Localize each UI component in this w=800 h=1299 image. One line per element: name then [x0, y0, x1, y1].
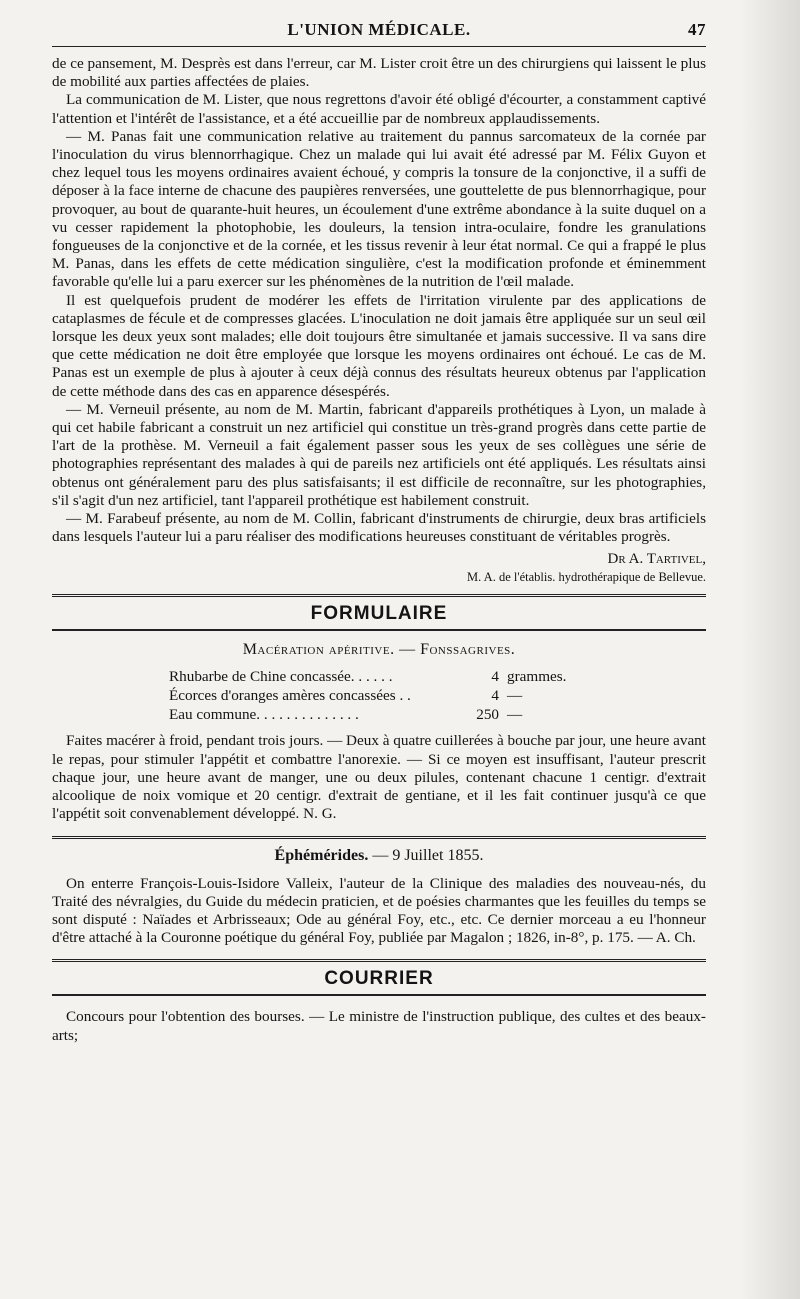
ingredient-qty: 250 [476, 706, 499, 724]
recipe-row [169, 705, 589, 724]
article-paragraph: La communication de M. Lister, que nous regrettons d'avoir été obligé d'écourter, a constamment captivé l'attention et l'intérêt de l'assistance, et a été accueillie par de nombreux applaudissements. [52, 91, 706, 127]
recipe-table [169, 667, 589, 724]
ingredient-name: Rhubarbe de Chine concassée. . . . . . [169, 668, 393, 686]
recipe-instructions: Faites macérer à froid, pendant trois jours. — Deux à quatre cuillerées à bouche par jour, une heure avant le repas, pour stimuler l'appétit et combattre l'anorexie. — Si ce moyen est insuffisant, l'auteur prescrit chaque jour, une heure avant de manger, une ou deux pilules, contenant chacune 1 centigr. d'extrait alcoolique de noix vomique et 20 centigr. d'extrait de gentiane, et il les fait continuer jusqu'à ce que l'appétit soit convenablement développé. N. G. [52, 732, 706, 823]
journal-title: L'UNION MÉDICALE. [287, 20, 471, 39]
recipe-row [169, 686, 589, 705]
ephemerides-text: On enterre François-Louis-Isidore Valleix, l'auteur de la Clinique des maladies des nouveau-nés, du Traité des névralgies, du Guide du médecin praticien, et de poésies charmantes que les feuilles du temps se sont disputé : Naïades et Arbrisseaux; Ode au général Foy, etc., etc. Ce dernier morceau a eu l'honneur d'être attaché à la Couronne poétique du général Foy, publiée par Magalon ; 1826, in-8°, p. 175. — A. Ch. [52, 874, 706, 947]
ephemerides-heading [52, 847, 706, 865]
article-paragraph: — M. Verneuil présente, au nom de M. Martin, fabricant d'appareils prothétiques à Lyon, un malade à qui cet habile fabricant a construit un nez artificiel qui constitue un très-grand progrès dans cette partie de l'art de la prothèse. M. Verneuil a fait également passer sous les yeux de ses collègues une série de photographies représentant des malades à qui de pareils nez artificiels ont été appliqués. Les résultats ainsi obtenus ont généralement paru des plus satisfaisants; il est difficile de reconnaître, sur les photographies, s'il s'agit d'un nez artificiel, tant l'appareil prothétique est habilement construit. [52, 400, 706, 509]
running-head [52, 14, 706, 42]
article-paragraph: — M. Farabeuf présente, au nom de M. Collin, fabricant d'instruments de chirurgie, deux bras artificiels dans lesquels l'auteur lui a paru réaliser des modifications heureuses constituant de véritables progrès. [52, 510, 706, 546]
courrier-text: Concours pour l'obtention des bourses. — Le ministre de l'instruction publique, des cultes et des beaux-arts; [52, 1008, 706, 1044]
author-title: M. A. de l'établis. hydrothérapique de Bellevue. [467, 570, 706, 585]
article-body [52, 55, 706, 546]
ingredient-unit: grammes. [507, 668, 567, 686]
article-paragraph: de ce pansement, M. Desprès est dans l'erreur, car M. Lister croit être un des chirurgiens qui laissent le plus de mobilité aux parties affectées de plaies. [52, 55, 706, 91]
ephemerides-date: — 9 Juillet 1855. [372, 846, 484, 864]
page-number: 47 [688, 20, 706, 39]
section-rule [52, 629, 706, 631]
header-rule [52, 46, 706, 47]
ingredient-name: Eau commune. . . . . . . . . . . . . . [169, 706, 359, 724]
article-paragraph: — M. Panas fait une communication relative au traitement du pannus sarcomateux de la cornée par l'inoculation du virus blennorrhagique. Chez un malade qui lui avait été adressé par M. Félix Guyon et chez lequel tous les moyens ordinaires avaient échoué, y compris la tonsure de la conjonctive, il a suffi de déposer à la face interne de chacune des paupières renversées, une gouttelette de pus blennorrhagique, pour provoquer, au bout de quarante-huit heures, un écoulement d'une extrême abondance à la suite duquel on a vu cesser rapidement la photophobie, les douleurs, la tension intra-oculaire, fondre les granulations fongueuses de la conjonctive et de la cornée, et les tissus revenir à leur état normal. Ce qui a frappé le plus M. Panas, dans les effets de cette médication singulière, c'est la modification profonde et éminemment favorable qu'elle lui a paru exercer sur les phénomènes de la nutrition de l'œil malade. [52, 127, 706, 291]
formulaire-heading: FORMULAIRE [310, 603, 448, 625]
article-paragraph: Il est quelquefois prudent de modérer les effets de l'irritation virulente par des applications de cataplasmes de fécule et de compresses glacées. L'inoculation ne doit jamais être appliquée sur un seul œil lorsque les deux yeux sont malades; elle doit toujours être simultanée et jamais successive. Il va sans dire que cette médication ne doit être employée que lorsque les moyens ordinaires ont échoué. Le cas de M. Panas est un exemple de plus à ajouter à ceux déjà connus des résultats heureux obtenus par l'application de cette méthode dans des cas en apparence désespérés. [52, 291, 706, 400]
article-signature [52, 550, 706, 586]
ephemerides-title: Éphémérides. [274, 846, 369, 864]
courrier-heading: COURRIER [324, 968, 434, 990]
section-rule [52, 836, 706, 839]
ingredient-qty: 4 [491, 687, 499, 705]
author-name: Dr A. Tartivel, [607, 551, 706, 568]
page-edge-shadow [740, 0, 800, 1299]
recipe-row [169, 667, 589, 686]
ingredient-qty: 4 [491, 668, 499, 686]
ingredient-name: Écorces d'oranges amères concassées . . [169, 687, 411, 705]
recipe-title: Macération apéritive. — Fonssagrives. [242, 641, 516, 659]
ingredient-unit: — [507, 687, 523, 705]
ingredient-unit: — [507, 706, 523, 724]
